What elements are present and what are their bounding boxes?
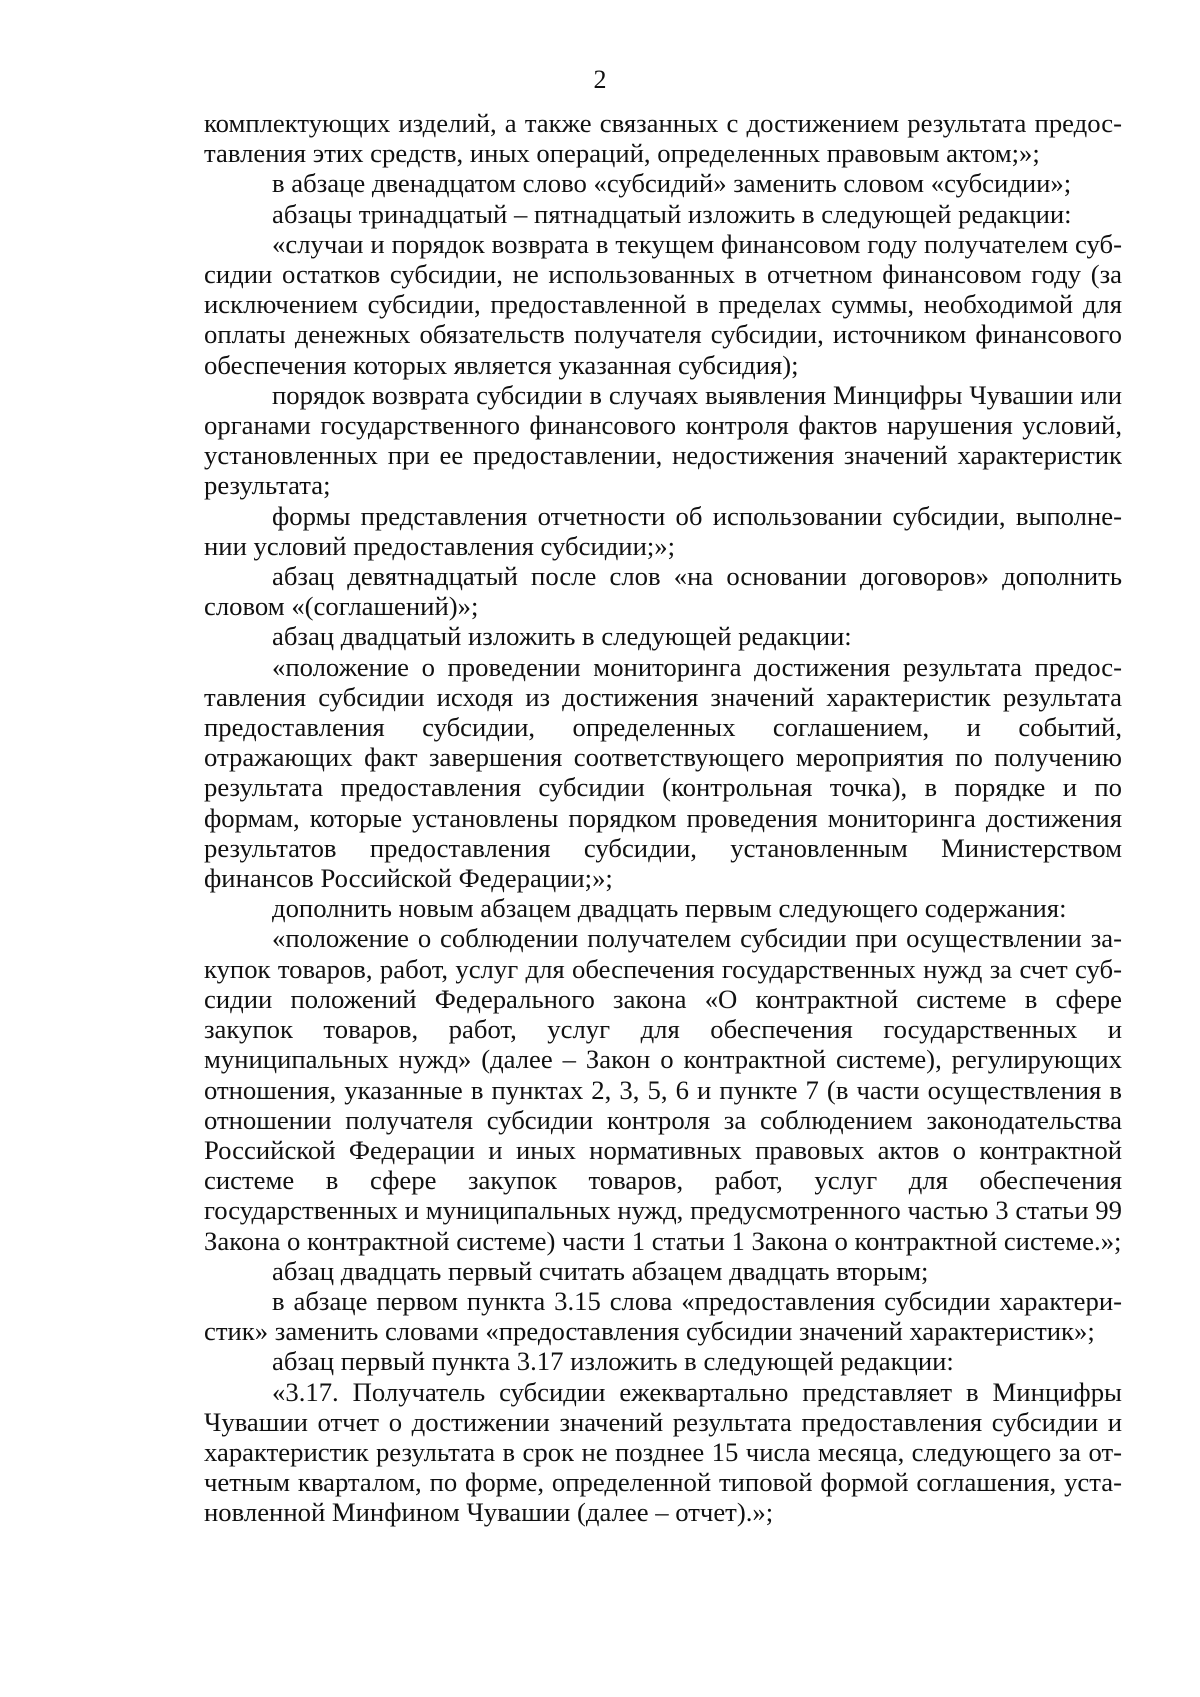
paragraph-1: комплектующих изделий, а также связанных с достижением результата предоставления этих средств, иных операций, определенных правовым актом;»;: [204, 108, 1122, 169]
paragraph-9: «положение о проведении мониторинга достижения результата предоставления субсидии исходя из достижения значений характеристик результата предоставления субсидии, определенных соглашением, и событий, отражающих факт завершения соответствующего мероприятия по получению результата предоставления субсидии (контрольная точка), в порядке и по формам, которые установлены порядком проведения мониторинга достижения результатов предоставления субсидии, установленным Министерством финансов Российской Федерации;»;: [204, 651, 1122, 894]
paragraph-8: абзац двадцатый изложить в следующей редакции:: [272, 621, 852, 652]
paragraph-13: в абзаце первом пункта 3.15 слова «предоставления субсидии характеристик» заменить словами «предоставления субсидии значений характеристик»;: [204, 1285, 1122, 1347]
paragraph-4: «случаи и порядок возврата в текущем финансовом году получателем субсидии остатков субсидии, не использованных в отчетном финансовом году (за исключением субсидии, предоставленной в пределах суммы, необходимой для оплаты денежных обязательств получателя субсидии, источником финансового обеспечения которых является указанная субсидия);: [204, 228, 1122, 380]
page-number: 2: [593, 65, 607, 94]
paragraph-12: абзац двадцать первый считать абзацем двадцать вторым;: [272, 1255, 929, 1286]
paragraph-11: «положение о соблюдении получателем субсидии при осуществлении закупок товаров, работ, услуг для обеспечения государственных нужд за счет субсидии положений Федерального закона «О контрактной системе в сфере закупок товаров, работ, услуг для обеспечения государственных и муниципальных нужд» (далее – Закон о контрактной системе), регулирующих отношения, указанные в пунктах 2, 3, 5, 6 и пункте 7 (в части осуществления в отношении получателя субсидии контроля за соблюдением законодательства Российской Федерации и иных нормативных правовых актов о контрактной системе в сфере закупок товаров, работ, услуг для обеспечения государственных и муниципальных нужд, предусмотренного частью 3 статьи 99 Закона о контрактной системе) части 1 статьи 1 Закона о контрактной системе.»;: [204, 923, 1122, 1256]
paragraph-2: в абзаце двенадцатом слово «субсидий» заменить словом «субсидии»;: [272, 168, 1072, 199]
paragraph-3: абзацы тринадцатый – пятнадцатый изложить в следующей редакции:: [272, 198, 1072, 229]
document-body: [204, 108, 1122, 1528]
paragraph-5: порядок возврата субсидии в случаях выявления Минцифры Чувашии или органами государственного финансового контроля фактов нарушения условий, установленных при ее предоставлении, недостижения значений характеристик результата;: [204, 379, 1122, 501]
paragraph-6: формы представления отчетности об использовании субсидии, выполнении условий предоставления субсидии;»;: [204, 500, 1122, 561]
paragraph-15: «3.17. Получатель субсидии ежеквартально представляет в Минцифры Чувашии отчет о достижении значений результата предоставления субсидии и характеристик результата в срок не позднее 15 числа месяца, следующего за отчетным кварталом, по форме, определенной типовой формой соглашения, установленной Минфином Чувашии (далее – отчет).»;: [204, 1376, 1122, 1528]
paragraph-14: абзац первый пункта 3.17 изложить в следующей редакции:: [272, 1346, 954, 1377]
paragraph-10: дополнить новым абзацем двадцать первым следующего содержания:: [272, 893, 1067, 924]
paragraph-7: абзац девятнадцатый после слов «на основании договоров» дополнить словом «(соглашений)»;: [204, 561, 1122, 622]
